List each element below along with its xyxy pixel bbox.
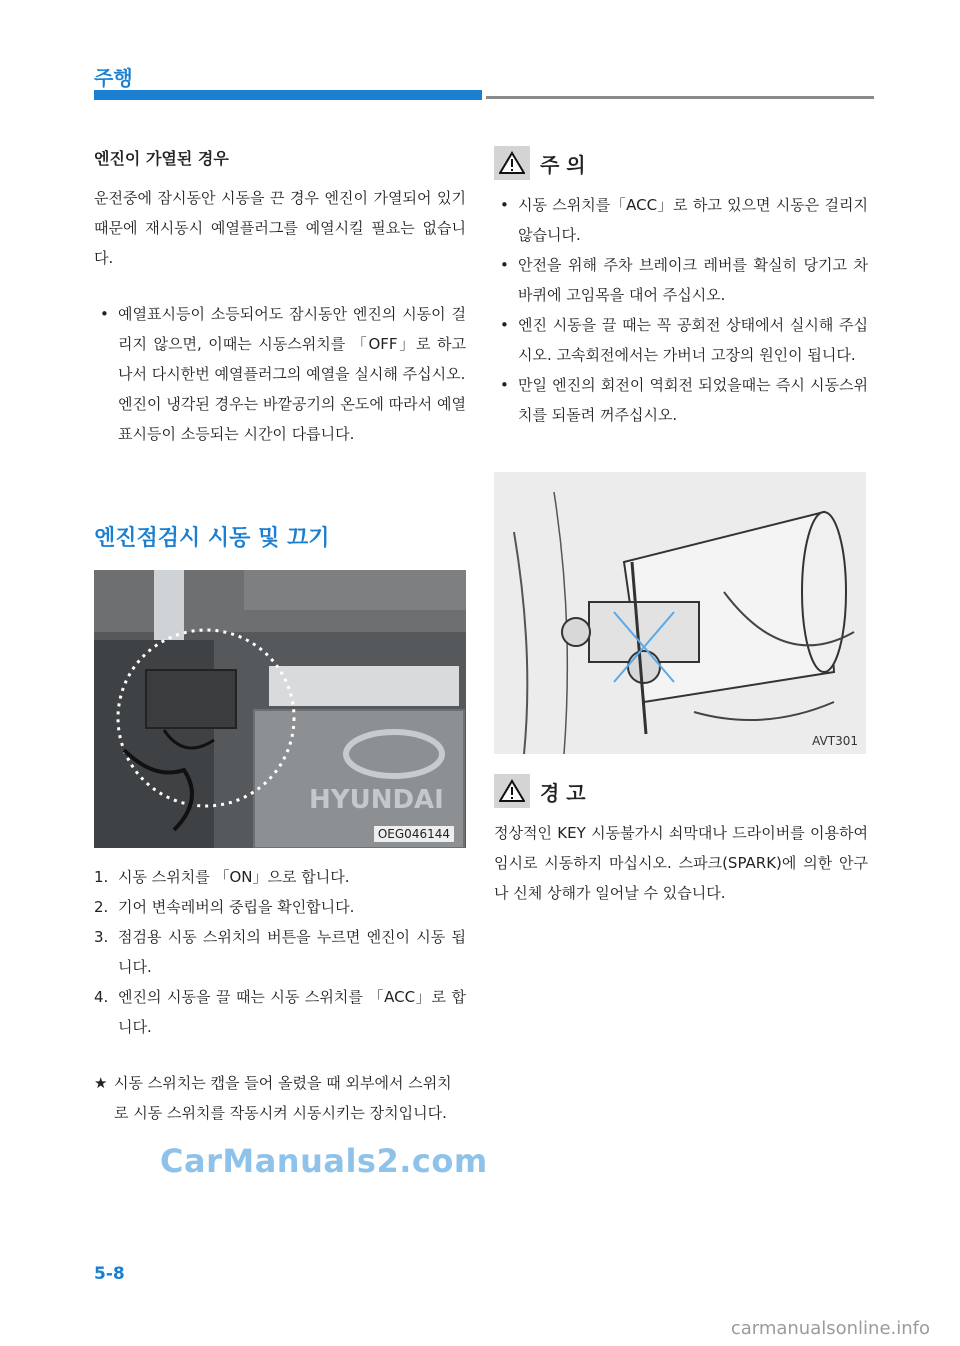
- step-text: 기어 변속레버의 중립을 확인합니다.: [118, 898, 355, 916]
- header-rule-accent: [94, 90, 482, 100]
- step-number: 3.: [94, 928, 109, 946]
- caution-badge: [494, 146, 530, 180]
- photo-brand-text: HYUNDAI: [309, 785, 444, 815]
- steps-list: [94, 862, 466, 1042]
- left-column: [94, 140, 466, 1128]
- overheat-list: [94, 299, 466, 449]
- step-text: 시동 스위치를 「ON」으로 합니다.: [118, 868, 350, 886]
- warning-title: 경 고: [540, 780, 586, 805]
- star-note: [94, 1068, 466, 1128]
- step-text: 점검용 시동 스위치의 버튼을 누르면 엔진이 시동 됩니다.: [118, 928, 466, 976]
- step-item: [94, 892, 466, 922]
- overheat-heading: 엔진이 가열된 경우: [94, 149, 229, 168]
- step-number: 4.: [94, 988, 109, 1006]
- footer-url[interactable]: carmanualsonline.info: [730, 1318, 930, 1339]
- star-note-text: 시동 스위치는 캡을 들어 올렸을 때 외부에서 스위치로 시동 스위치를 작동시켜 시동시키는 장치입니다.: [114, 1074, 452, 1122]
- overheat-bullet-text: 예열표시등이 소등되어도 잠시동안 엔진의 시동이 걸리지 않으면, 이때는 시동스위치를 「OFF」로 하고나서 다시한번 예열플러그의 예열을 실시해 주십시오.: [118, 305, 466, 383]
- caution-list: [494, 190, 868, 430]
- right-column: [494, 140, 868, 908]
- overheat-bullet: [94, 299, 466, 449]
- warning-header: [494, 774, 868, 808]
- caution-title: 주 의: [540, 152, 586, 177]
- overheat-bullet-text-2: 엔진이 냉각된 경우는 바깥공기의 온도에 따라서 예열표시등이 소등되는 시간이 다릅니다.: [118, 395, 466, 443]
- diagram-code: AVT301: [812, 734, 858, 748]
- section-title: 엔진점검시 시동 및 끄기: [94, 526, 330, 551]
- step-number: 1.: [94, 868, 109, 886]
- header-rule-gray: [486, 96, 874, 99]
- warning-badge: [494, 774, 530, 808]
- caution-item: • 시동 스위치를「ACC」로 하고 있으면 시동은 걸리지 않습니다.: [494, 190, 868, 250]
- warning-triangle-icon: [499, 151, 525, 175]
- step-item: [94, 862, 466, 892]
- star-icon: ★: [94, 1074, 108, 1092]
- watermark: CarManuals2.com: [160, 1142, 488, 1180]
- caution-item: • 안전을 위해 주차 브레이크 레버를 확실히 당기고 차 바퀴에 고임목을 대어 주십시오.: [494, 250, 868, 310]
- step-text: 엔진의 시동을 끌 때는 시동 스위치를 「ACC」로 합니다.: [118, 988, 466, 1036]
- step-item: [94, 982, 466, 1042]
- step-number: 2.: [94, 898, 109, 916]
- step-item: [94, 922, 466, 982]
- warning-text: 정상적인 KEY 시동불가시 쇠막대나 드라이버를 이용하여 임시로 시동하지 마십시오. 스파크(SPARK)에 의한 안구나 신체 상해가 일어날 수 있습니다.: [494, 824, 868, 902]
- chapter-title: 주행: [94, 66, 133, 90]
- starter-diagram: [494, 472, 866, 754]
- overheat-paragraph: 운전중에 잠시동안 시동을 끈 경우 엔진이 가열되어 있기 때문에 재시동시 예열플러그를 예열시킬 필요는 없습니다.: [94, 189, 466, 267]
- photo-code: OEG046144: [374, 826, 454, 842]
- caution-item: • 만일 엔진의 회전이 역회전 되었을때는 즉시 시동스위치를 되돌려 꺼주십시오.: [494, 370, 868, 430]
- engine-photo-illustration: [94, 570, 466, 848]
- starter-motor-illustration: [494, 472, 866, 754]
- warning-triangle-icon: [499, 779, 525, 803]
- caution-item: • 엔진 시동을 끌 때는 꼭 공회전 상태에서 실시해 주십시오. 고속회전에서는 가버너 고장의 원인이 됩니다.: [494, 310, 868, 370]
- page-number: 5-8: [94, 1264, 125, 1284]
- caution-header: [494, 146, 868, 180]
- engine-check-photo: [94, 570, 466, 848]
